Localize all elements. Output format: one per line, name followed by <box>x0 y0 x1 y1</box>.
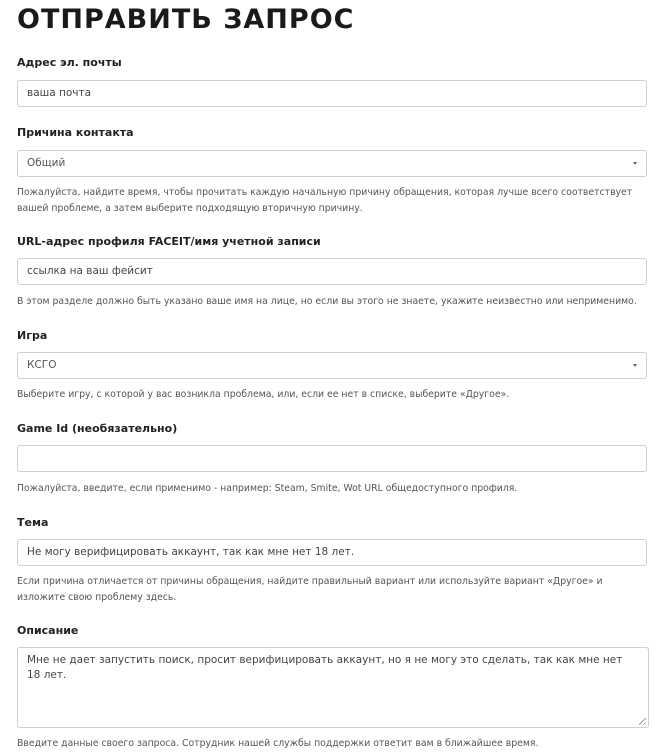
chevron-down-icon <box>633 162 637 165</box>
resize-handle-icon[interactable] <box>639 718 646 725</box>
description-label: Описание <box>17 624 79 637</box>
contact-reason-help: Пожалуйста, найдите время, чтобы прочитать каждую начальную причину обращения, которая лучше всего соответствует вашей проблеме, а затем выберите подходящую вторичную причину. <box>17 187 633 214</box>
contact-reason-label: Причина контакта <box>17 126 134 139</box>
contact-reason-value: Общий <box>27 157 66 169</box>
email-label: Адрес эл. почты <box>17 56 122 69</box>
game-id-label: Game Id (необязательно) <box>17 422 178 435</box>
description-value: Мне не дает запустить поиск, просит верифицировать аккаунт, но я не могу это сделать, так как мне нет 18 лет. <box>27 654 623 681</box>
description-help: Введите данные своего запроса. Сотрудник нашей службы поддержки ответит вам в ближайшее время. <box>17 738 539 749</box>
game-id-help: Пожалуйста, введите, если применимо - например: Steam, Smite, Wot URL общедоступного профиля. <box>17 483 518 494</box>
faceit-url-field[interactable]: ссылка на ваш фейсит <box>17 258 647 285</box>
game-value: КСГО <box>27 359 57 371</box>
subject-field[interactable]: Не могу верифицировать аккаунт, так как мне нет 18 лет. <box>17 539 647 566</box>
description-textarea[interactable] <box>17 647 649 728</box>
page-title: ОТПРАВИТЬ ЗАПРОС <box>17 4 355 35</box>
game-select[interactable] <box>17 352 647 379</box>
email-field[interactable]: ваша почта <box>17 80 647 107</box>
game-label: Игра <box>17 329 48 342</box>
subject-help: Если причина отличается от причины обращения, найдите правильный вариант или используйте вариант «Другое» и изложите свою проблему здесь. <box>17 576 603 603</box>
faceit-url-label: URL-адрес профиля FACEIT/имя учетной записи <box>17 235 321 248</box>
subject-label: Тема <box>17 516 49 529</box>
chevron-down-icon <box>633 364 637 367</box>
game-help: Выберите игру, с которой у вас возникла проблема, или, если ее нет в списке, выберите «Другое». <box>17 389 510 400</box>
faceit-url-help: В этом разделе должно быть указано ваше имя на лице, но если вы этого не знаете, укажите неизвестно или неприменимо. <box>17 296 637 307</box>
contact-reason-select[interactable] <box>17 150 647 177</box>
game-id-field[interactable] <box>17 445 647 472</box>
